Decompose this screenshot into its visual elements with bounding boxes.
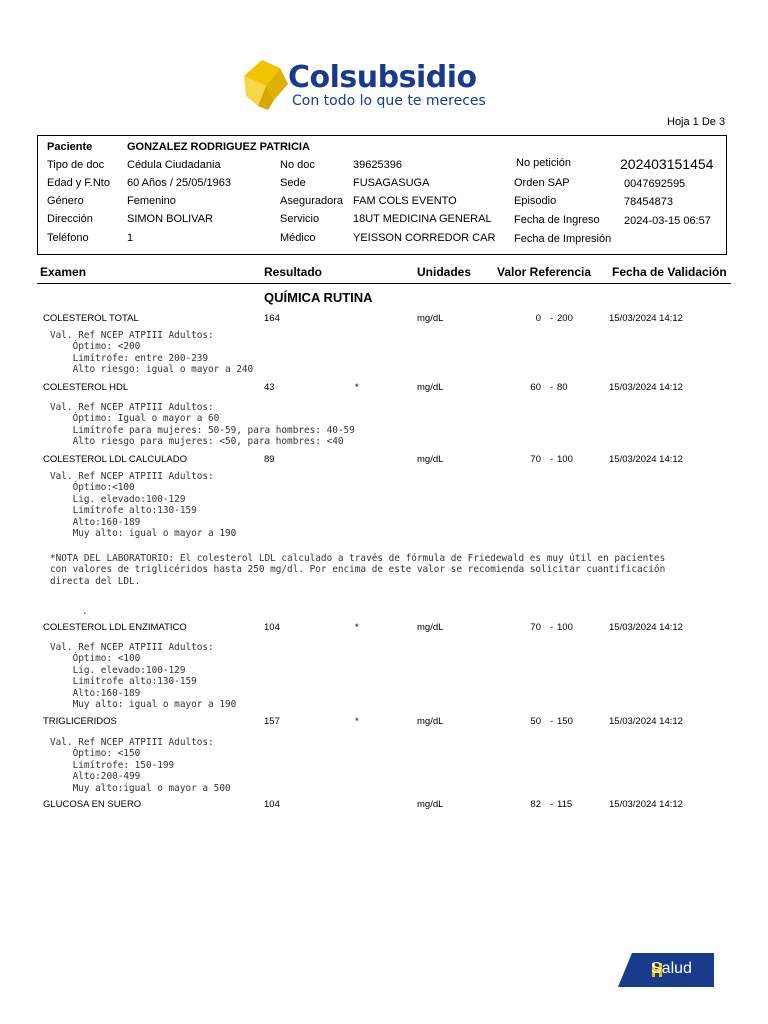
ref-low: 70 bbox=[530, 622, 541, 633]
test-result: 157 bbox=[264, 716, 280, 727]
ref-separator: - bbox=[550, 716, 554, 727]
ref-high: 100 bbox=[557, 454, 573, 465]
test-result: 164 bbox=[264, 313, 280, 324]
ref-high: 80 bbox=[557, 382, 568, 393]
validation-date: 15/03/2024 14:12 bbox=[609, 716, 683, 727]
test-name: GLUCOSA EN SUERO bbox=[43, 799, 142, 810]
test-result: 104 bbox=[264, 622, 280, 633]
label-orden-sap: Orden SAP bbox=[514, 177, 570, 189]
validation-date: 15/03/2024 14:12 bbox=[609, 454, 683, 465]
test-name: TRIGLICERIDOS bbox=[43, 716, 117, 727]
salud-logo-text: Salud bbox=[651, 960, 692, 977]
value-genero: Femenino bbox=[127, 195, 176, 207]
abnormal-flag-icon: * bbox=[355, 382, 359, 393]
label-direccion: Dirección bbox=[47, 213, 93, 225]
test-name: COLESTEROL LDL ENZIMATICO bbox=[43, 622, 187, 633]
label-edad: Edad y F.Nto bbox=[47, 177, 110, 189]
ref-high: 200 bbox=[557, 313, 573, 324]
value-episodio: 78454873 bbox=[624, 196, 673, 208]
validation-date: 15/03/2024 14:12 bbox=[609, 382, 683, 393]
header-resultado: Resultado bbox=[264, 265, 323, 279]
test-name: COLESTEROL LDL CALCULADO bbox=[43, 454, 187, 465]
test-units: mg/dL bbox=[417, 313, 444, 324]
test-name: COLESTEROL HDL bbox=[43, 382, 129, 393]
test-result: 43 bbox=[264, 382, 275, 393]
ref-low: 0 bbox=[535, 313, 541, 324]
reference-note: Val. Ref NCEP ATPIII Adultos: Óptimo: <200 Limítrofe: entre 200-239 Alto riesgo: igual o mayor a 240 bbox=[50, 330, 254, 376]
label-tipo-doc: Tipo de doc bbox=[47, 159, 105, 171]
ref-low: 60 bbox=[530, 382, 541, 393]
value-no-doc: 39625396 bbox=[353, 159, 402, 171]
value-servicio: 18UT MEDICINA GENERAL bbox=[353, 213, 492, 225]
label-servicio: Servicio bbox=[280, 213, 320, 225]
ref-low: 82 bbox=[530, 799, 541, 810]
label-sede: Sede bbox=[280, 177, 306, 189]
label-fecha-ingreso: Fecha de Ingreso bbox=[514, 214, 600, 226]
ref-separator: - bbox=[550, 313, 554, 324]
label-no-doc: No doc bbox=[280, 159, 315, 171]
label-fecha-impresion: Fecha de Impresión bbox=[514, 233, 612, 245]
value-sede: FUSAGASUGA bbox=[353, 177, 430, 189]
header-fecha-validacion: Fecha de Validación bbox=[612, 265, 727, 279]
brand-tagline: Con todo lo que te mereces bbox=[292, 93, 486, 109]
ref-separator: - bbox=[550, 622, 554, 633]
abnormal-flag-icon: * bbox=[355, 622, 359, 633]
value-direccion: SIMON BOLIVAR bbox=[127, 213, 213, 225]
reference-note: Val. Ref NCEP ATPIII Adultos: Óptimo: <150 Limítrofe: 150-199 Alto:200-499 Muy alto:igual o mayor a 500 bbox=[50, 737, 231, 794]
validation-date: 15/03/2024 14:12 bbox=[609, 622, 683, 633]
value-no-peticion: 202403151454 bbox=[620, 156, 714, 172]
test-result: 104 bbox=[264, 799, 280, 810]
ref-low: 70 bbox=[530, 454, 541, 465]
value-tipo-doc: Cédula Ciudadania bbox=[127, 159, 221, 171]
value-fecha-ingreso: 2024-03-15 06:57 bbox=[624, 215, 711, 227]
test-result: 89 bbox=[264, 454, 275, 465]
validation-date: 15/03/2024 14:12 bbox=[609, 799, 683, 810]
ref-high: 150 bbox=[557, 716, 573, 727]
label-medico: Médico bbox=[280, 232, 316, 244]
header-valor-referencia: Valor Referencia bbox=[497, 265, 592, 279]
value-edad: 60 Años / 25/05/1963 bbox=[127, 177, 231, 189]
page-number: Hoja 1 De 3 bbox=[667, 116, 726, 128]
test-units: mg/dL bbox=[417, 382, 444, 393]
value-orden-sap: 0047692595 bbox=[624, 178, 686, 190]
test-name: COLESTEROL TOTAL bbox=[43, 313, 139, 324]
section-title: QUÍMICA RUTINA bbox=[264, 290, 373, 305]
test-units: mg/dL bbox=[417, 454, 444, 465]
reference-note: Val. Ref NCEP ATPIII Adultos: Óptimo: <100 Lig. elevado:100-129 Limítrofe alto:130-159 Alto:160-189 Muy alto: igual o mayor a 190 bbox=[50, 642, 237, 711]
validation-date: 15/03/2024 14:12 bbox=[609, 313, 683, 324]
label-aseguradora: Aseguradora bbox=[280, 195, 343, 207]
label-no-peticion: No petición bbox=[516, 157, 572, 169]
value-medico: YEISSON CORREDOR CAR bbox=[353, 232, 496, 244]
ref-high: 100 bbox=[557, 622, 573, 633]
ref-separator: - bbox=[550, 454, 554, 465]
ref-separator: - bbox=[550, 382, 554, 393]
patient-name: GONZALEZ RODRIGUEZ PATRICIA bbox=[127, 141, 310, 153]
label-episodio: Episodio bbox=[514, 195, 557, 207]
reference-note: Val. Ref NCEP ATPIII Adultos: Óptimo:<100 Lig. elevado:100-129 Limítrofe alto:130-159 Alto:160-189 Muy alto: igual o mayor a 190 bbox=[50, 471, 237, 540]
header-unidades: Unidades bbox=[417, 265, 472, 279]
abnormal-flag-icon: * bbox=[355, 716, 359, 727]
separator-dot: . bbox=[82, 606, 88, 617]
header-examen: Examen bbox=[40, 265, 87, 279]
ref-high: 115 bbox=[557, 799, 573, 810]
value-telefono: 1 bbox=[127, 232, 134, 244]
patient-label: Paciente bbox=[47, 141, 93, 153]
value-aseguradora: FAM COLS EVENTO bbox=[353, 195, 457, 207]
label-telefono: Teléfono bbox=[47, 232, 89, 244]
ref-low: 50 bbox=[530, 716, 541, 727]
header-divider bbox=[37, 283, 731, 284]
ref-separator: - bbox=[550, 799, 554, 810]
test-units: mg/dL bbox=[417, 622, 444, 633]
brand-name: Colsubsidio bbox=[288, 60, 477, 95]
test-units: mg/dL bbox=[417, 799, 444, 810]
test-units: mg/dL bbox=[417, 716, 444, 727]
label-genero: Género bbox=[47, 195, 84, 207]
lab-note: *NOTA DEL LABORATORIO: El colesterol LDL calculado a través de fórmula de Friedewald es muy útil en pacientes con valores de triglicéridos hasta 250 mg/dl. Por encima de este valor se recomienda solicitar cuantificación directa del LDL. bbox=[50, 553, 666, 587]
reference-note: Val. Ref NCEP ATPIII Adultos: Óptimo: Igual o mayor a 60 Limítrofe para mujeres: 50-59, para hombres: 40-59 Alto riesgo para mujeres: <50, para hombres: <40 bbox=[50, 402, 355, 448]
